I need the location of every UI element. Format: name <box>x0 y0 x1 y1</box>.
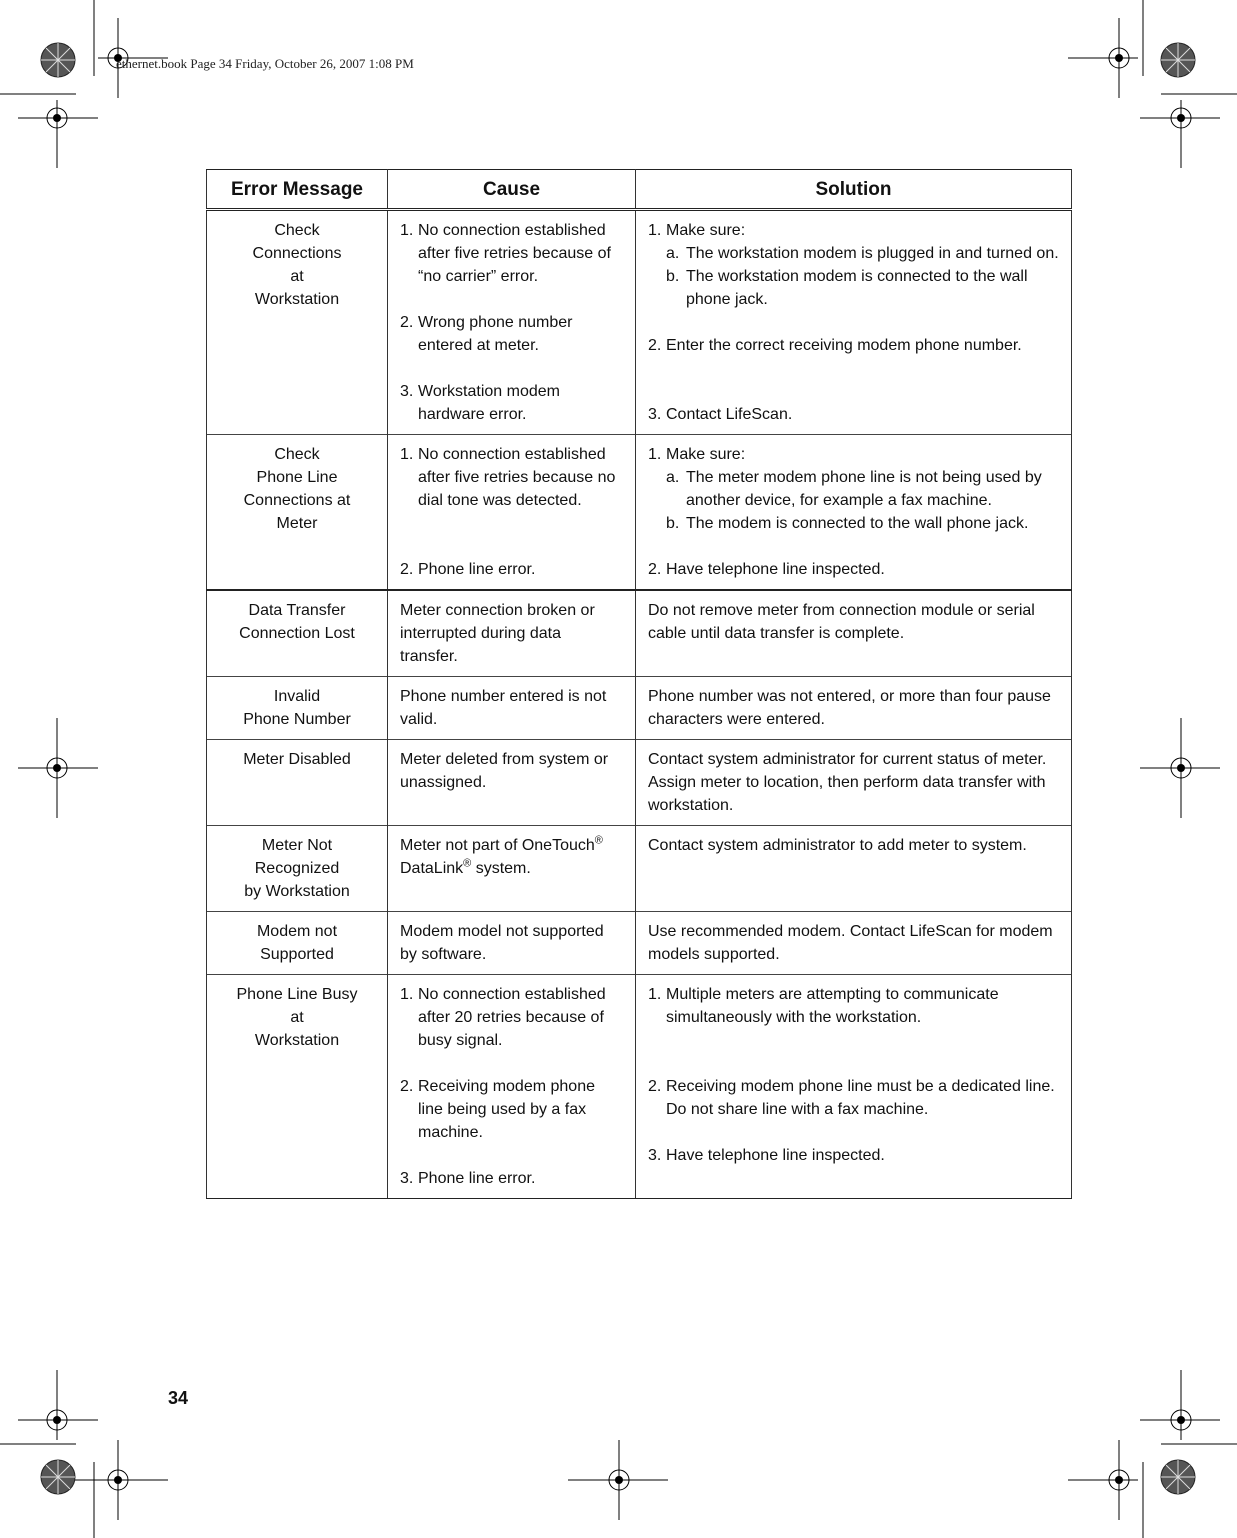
table-row <box>207 826 1072 912</box>
error-message-table <box>206 169 1072 1199</box>
list-item: 2. Receiving modem phone line being used by a fax machine. <box>400 1078 595 1141</box>
error-message-cell: Check Connections at Workstation <box>207 210 388 435</box>
error-message-cell: Data Transfer Connection Lost <box>207 590 388 677</box>
list-item: 1. No connection established after 20 retries because of busy signal. <box>400 986 606 1049</box>
cause-cell: Meter deleted from system or unassigned. <box>388 740 636 826</box>
table-row <box>207 590 1072 677</box>
solution-cell: Contact system administrator for current status of meter. Assign meter to location, then perform data transfer with workstation. <box>636 740 1072 826</box>
list-item: 2. Receiving modem phone line must be a dedicated line. Do not share line with a fax machine. <box>648 1078 1055 1118</box>
list-item: 1. Make sure: <box>648 222 746 239</box>
solution-cell <box>636 210 1072 435</box>
solution-cell <box>636 975 1072 1199</box>
cause-cell <box>388 210 636 435</box>
error-message-cell: Meter Disabled <box>207 740 388 826</box>
page-number: 34 <box>168 1388 189 1408</box>
list-item: 1. Multiple meters are attempting to communicate simultaneously with the workstation. <box>648 986 999 1026</box>
cause-cell <box>388 975 636 1199</box>
cause-cell: Modem model not supported by software. <box>388 912 636 975</box>
table-row <box>207 210 1072 435</box>
list-item: 3. Contact LifeScan. <box>648 406 793 423</box>
table-row <box>207 740 1072 826</box>
column-header-solution: Solution <box>636 170 1072 210</box>
table-row <box>207 677 1072 740</box>
list-item: 2. Enter the correct receiving modem phone number. <box>648 337 1022 354</box>
sub-list-item: a. The meter modem phone line is not being used by another device, for example a fax machine. <box>666 469 1042 509</box>
error-message-cell: Invalid Phone Number <box>207 677 388 740</box>
list-item: 2. Phone line error. <box>400 561 536 578</box>
table-row <box>207 912 1072 975</box>
solution-cell: Phone number was not entered, or more than four pause characters were entered. <box>636 677 1072 740</box>
sub-list-item: b. The workstation modem is connected to the wall phone jack. <box>666 268 1028 308</box>
list-item: 1. Make sure: <box>648 446 746 463</box>
list-item: 1. No connection established after five retries because of “no carrier” error. <box>400 222 611 285</box>
cause-cell <box>388 435 636 591</box>
cause-cell: Phone number entered is not valid. <box>388 677 636 740</box>
list-item: 3. Workstation modem hardware error. <box>400 383 560 423</box>
table-row <box>207 975 1072 1199</box>
solution-cell: Use recommended modem. Contact LifeScan for modem models supported. <box>636 912 1072 975</box>
sub-list-item: b. The modem is connected to the wall phone jack. <box>666 515 1029 532</box>
list-item: 2. Wrong phone number entered at meter. <box>400 314 573 354</box>
table-row <box>207 435 1072 591</box>
column-header-error-message: Error Message <box>207 170 388 210</box>
column-header-cause: Cause <box>388 170 636 210</box>
error-message-cell: Phone Line Busy at Workstation <box>207 975 388 1199</box>
solution-cell <box>636 435 1072 591</box>
sub-list-item: a. The workstation modem is plugged in and turned on. <box>666 245 1059 262</box>
cause-cell: Meter connection broken or interrupted during data transfer. <box>388 590 636 677</box>
error-message-cell: Meter Not Recognized by Workstation <box>207 826 388 912</box>
list-item: 3. Have telephone line inspected. <box>648 1147 885 1164</box>
list-item: 1. No connection established after five retries because no dial tone was detected. <box>400 446 616 509</box>
table-header-row <box>207 170 1072 210</box>
solution-cell: Do not remove meter from connection module or serial cable until data transfer is complete. <box>636 590 1072 677</box>
solution-cell: Contact system administrator to add meter to system. <box>636 826 1072 912</box>
list-item: 3. Phone line error. <box>400 1170 536 1187</box>
error-message-cell: Modem not Supported <box>207 912 388 975</box>
list-item: 2. Have telephone line inspected. <box>648 561 885 578</box>
print-header-stamp: ethernet.book Page 34 Friday, October 26, 2007 1:08 PM <box>116 56 414 71</box>
error-message-cell: Check Phone Line Connections at Meter <box>207 435 388 591</box>
cause-cell: Meter not part of OneTouch® DataLink® system. <box>388 826 636 912</box>
